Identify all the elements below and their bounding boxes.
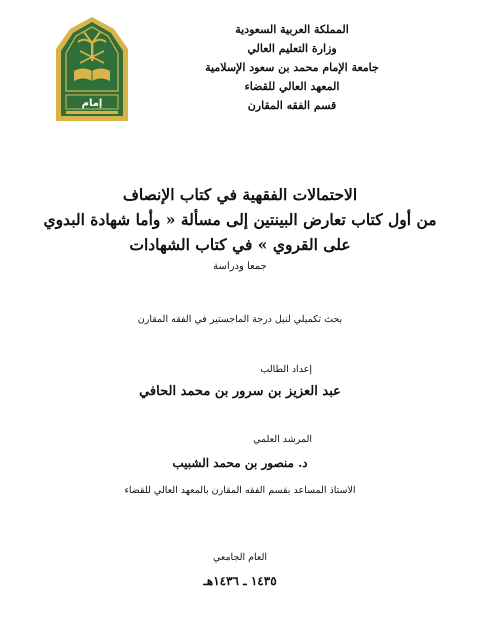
prepared-by-label: إعداد الطالب bbox=[260, 364, 312, 375]
title-line-3: على القروي » في كتاب الشهادات bbox=[129, 235, 351, 254]
university-logo bbox=[54, 15, 130, 127]
academic-year-value: ١٤٣٥ ـ ١٤٣٦هـ bbox=[203, 574, 277, 588]
institute-line: المعهد العالي للقضاء bbox=[244, 80, 340, 93]
university-emblem-icon bbox=[54, 15, 130, 127]
academic-year-label: العام الجامعي bbox=[212, 552, 268, 563]
supervisor-name: د. منصور بن محمد الشبيب bbox=[172, 456, 308, 470]
country-line: المملكة العربية السعودية bbox=[235, 23, 349, 36]
thesis-title-block bbox=[40, 182, 440, 275]
thesis-purpose: بحث تكميلي لنيل درجة الماجستير في الفقه المقارن bbox=[137, 314, 343, 325]
supervisor-title: الاستاذ المساعد بقسم الفقه المقارن بالمعهد العالي للقضاء bbox=[124, 485, 356, 496]
supervisor-label: المرشد العلمي bbox=[253, 434, 312, 445]
title-subtitle: جمعا ودراسة bbox=[213, 261, 267, 272]
title-line-1: الاحتمالات الفقهية في كتاب الإنصاف bbox=[122, 185, 358, 204]
department-line: قسم الفقه المقارن bbox=[247, 99, 337, 112]
ministry-header bbox=[192, 20, 392, 115]
title-line-2: من أول كتاب تعارض البينتين إلى مسألة « وأما شهادة البدوي bbox=[43, 210, 437, 229]
student-name: عبد العزيز بن سرور بن محمد الحافي bbox=[139, 384, 341, 399]
university-line: جامعة الإمام محمد بن سعود الإسلامية bbox=[205, 61, 379, 74]
ministry-line: وزارة التعليم العالي bbox=[247, 42, 337, 55]
logo-text: إمام bbox=[81, 98, 103, 109]
